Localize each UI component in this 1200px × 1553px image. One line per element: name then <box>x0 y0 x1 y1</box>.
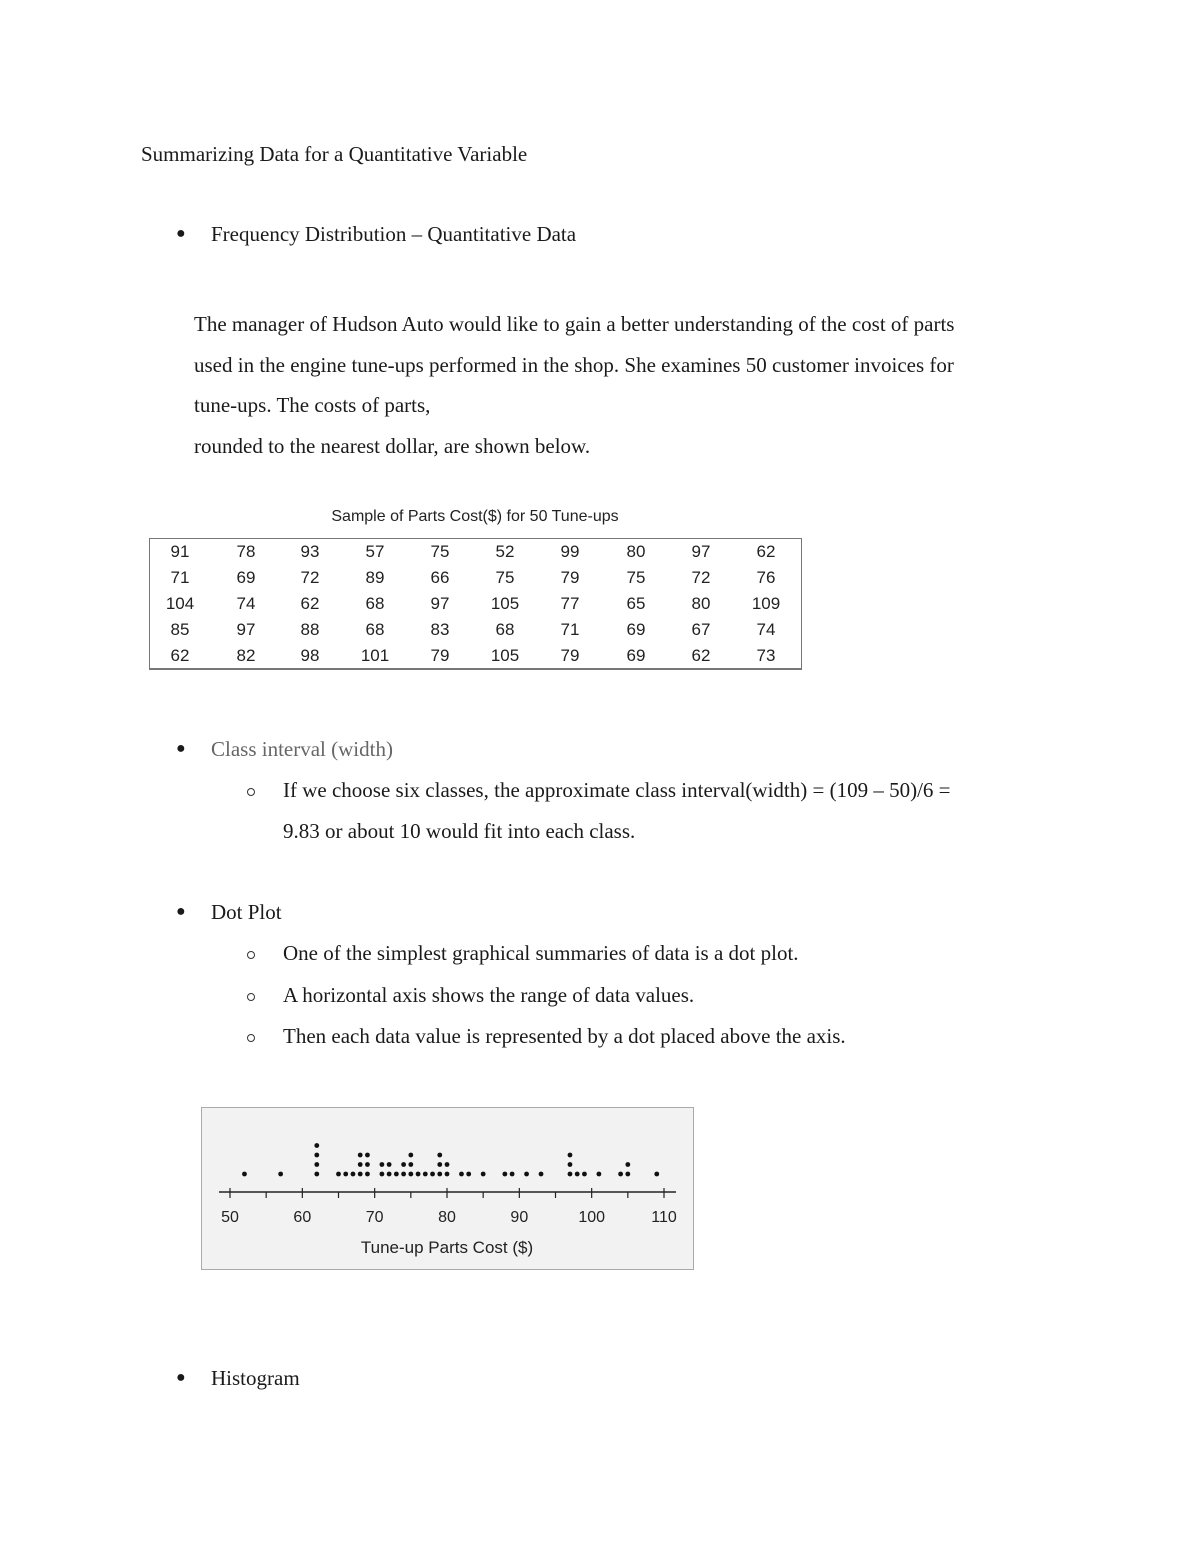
table-cell: 68 <box>365 620 385 639</box>
data-dot <box>242 1172 247 1177</box>
sub-bullet-marker <box>247 1034 255 1042</box>
table-cell: 74 <box>756 620 776 639</box>
data-dot <box>625 1172 630 1177</box>
table-cell: 93 <box>300 542 320 561</box>
data-dot <box>358 1172 363 1177</box>
data-dot <box>408 1153 413 1158</box>
data-dot <box>597 1172 602 1177</box>
data-dot <box>387 1162 392 1167</box>
bullet-histogram: Histogram <box>211 1366 300 1390</box>
table-row <box>150 643 801 669</box>
table-cell: 72 <box>300 568 320 587</box>
data-dot <box>358 1162 363 1167</box>
data-dot <box>575 1172 580 1177</box>
table-row <box>150 617 801 643</box>
table-cell: 77 <box>560 594 580 613</box>
table-cell: 62 <box>756 542 776 561</box>
table-cell: 71 <box>170 568 190 587</box>
sub-bullet-marker <box>247 788 255 796</box>
data-dot <box>423 1172 428 1177</box>
data-dot <box>314 1162 319 1167</box>
table-cell: 52 <box>495 542 515 561</box>
dot-plot-chart <box>201 1107 694 1270</box>
tick-label: 50 <box>221 1209 239 1226</box>
sub-bullet-marker <box>247 951 255 959</box>
data-dot <box>437 1162 442 1167</box>
tick-label: 60 <box>293 1209 312 1226</box>
data-dot <box>408 1172 413 1177</box>
sample-data-table <box>149 538 802 670</box>
data-dot <box>437 1172 442 1177</box>
dot-plot-point-3: Then each data value is represented by a dot placed above the axis. <box>283 1024 846 1048</box>
bullet-frequency-distribution: Frequency Distribution – Quantitative Data <box>211 222 577 246</box>
tick-label: 90 <box>510 1209 529 1226</box>
data-dot <box>365 1172 370 1177</box>
data-dot <box>524 1172 529 1177</box>
bullet-marker: ● <box>176 740 186 757</box>
data-dot <box>437 1153 442 1158</box>
class-interval-text-line1: If we choose six classes, the approximate class interval(width) = (109 – 50)/6 = <box>283 778 951 802</box>
table-cell: 105 <box>490 646 520 665</box>
table-cell: 85 <box>170 620 190 639</box>
table-cell: 76 <box>756 568 776 587</box>
tick-label: 110 <box>651 1209 677 1226</box>
data-dot <box>358 1153 363 1158</box>
sub-bullet-marker <box>247 993 255 1001</box>
data-dot <box>445 1172 450 1177</box>
data-dot <box>502 1172 507 1177</box>
x-axis-label: Tune-up Parts Cost ($) <box>360 1238 534 1257</box>
table-row <box>150 539 801 565</box>
table-cell: 79 <box>560 568 580 587</box>
data-dot <box>510 1172 515 1177</box>
table-cell: 89 <box>365 568 385 587</box>
data-dot <box>343 1172 348 1177</box>
data-dot <box>568 1172 573 1177</box>
table-row <box>150 565 801 591</box>
paragraph-line: rounded to the nearest dollar, are shown below. <box>194 433 591 458</box>
data-dot <box>445 1162 450 1167</box>
table-cell: 62 <box>170 646 190 665</box>
table-cell: 82 <box>236 646 256 665</box>
table-title: Sample of Parts Cost($) for 50 Tune-ups <box>331 508 619 525</box>
table-cell: 62 <box>300 594 320 613</box>
table-cell: 97 <box>430 594 450 613</box>
page-title: Summarizing Data for a Quantitative Variable <box>141 142 528 166</box>
dot-plot-point-1: One of the simplest graphical summaries of data is a dot plot. <box>283 941 799 965</box>
table-cell: 99 <box>560 542 580 561</box>
tick-label: 100 <box>578 1209 606 1226</box>
table-cell: 66 <box>430 568 450 587</box>
table-cell: 105 <box>490 594 520 613</box>
dot-plot-point-2: A horizontal axis shows the range of data values. <box>283 983 695 1007</box>
tick-label: 80 <box>438 1209 456 1226</box>
table-cell: 83 <box>430 620 450 639</box>
data-dot <box>278 1172 283 1177</box>
data-dot <box>539 1172 544 1177</box>
table-cell: 75 <box>626 568 646 587</box>
table-cell: 68 <box>495 620 515 639</box>
table-cell: 72 <box>691 568 711 587</box>
table-cell: 98 <box>300 646 320 665</box>
data-dot <box>430 1172 435 1177</box>
table-cell: 57 <box>365 542 385 561</box>
table-cell: 79 <box>560 646 580 665</box>
data-dot <box>654 1172 659 1177</box>
data-dot <box>314 1153 319 1158</box>
table-cell: 67 <box>691 620 711 639</box>
table-cell: 65 <box>626 594 646 613</box>
data-dot <box>365 1153 370 1158</box>
dot-plot-svg <box>202 1108 693 1269</box>
table-cell: 88 <box>300 620 320 639</box>
table-cell: 62 <box>691 646 711 665</box>
table-cell: 91 <box>170 542 190 561</box>
paragraph-line: The manager of Hudson Auto would like to gain a better understanding of the cost of parts <box>194 312 955 336</box>
table-cell: 69 <box>236 568 256 587</box>
data-dot <box>394 1172 399 1177</box>
table-cell: 73 <box>756 646 776 665</box>
bullet-marker: ● <box>176 1369 186 1386</box>
data-dot <box>401 1172 406 1177</box>
data-dot <box>568 1162 573 1167</box>
class-interval-text-line2: 9.83 or about 10 would fit into each class. <box>283 819 636 843</box>
data-dot <box>416 1172 421 1177</box>
paragraph-line: tune-ups. The costs of parts, <box>194 393 431 417</box>
data-dot <box>618 1172 623 1177</box>
table-cell: 97 <box>236 620 256 639</box>
data-dot <box>401 1162 406 1167</box>
table-cell: 68 <box>365 594 385 613</box>
paragraph-line: used in the engine tune-ups performed in the shop. She examines 50 customer invoices for <box>194 352 954 377</box>
data-dot <box>459 1172 464 1177</box>
data-dot <box>568 1153 573 1158</box>
table-cell: 109 <box>751 594 781 613</box>
data-dot <box>314 1172 319 1177</box>
table-cell: 97 <box>691 542 711 561</box>
data-dot <box>466 1172 471 1177</box>
data-dot <box>380 1162 385 1167</box>
data-dot <box>625 1162 630 1167</box>
table-cell: 80 <box>691 594 711 613</box>
bullet-class-interval: Class interval (width) <box>211 737 393 761</box>
data-dot <box>336 1172 341 1177</box>
data-dot <box>582 1172 587 1177</box>
intro-paragraph <box>194 304 1074 466</box>
data-dot <box>408 1162 413 1167</box>
table-cell: 104 <box>165 594 195 613</box>
data-dot <box>365 1162 370 1167</box>
table-cell: 78 <box>236 542 256 561</box>
table-cell: 101 <box>360 646 390 665</box>
tick-label: 70 <box>365 1209 384 1226</box>
data-dot <box>351 1172 356 1177</box>
data-dot <box>481 1172 486 1177</box>
table-cell: 75 <box>430 542 450 561</box>
table-cell: 69 <box>626 620 646 639</box>
table-cell: 74 <box>236 594 256 613</box>
table-cell: 71 <box>560 620 580 639</box>
bullet-marker: ● <box>176 225 186 242</box>
table-cell: 79 <box>430 646 450 665</box>
table-row <box>150 591 801 617</box>
table-cell: 69 <box>626 646 646 665</box>
data-dot <box>387 1172 392 1177</box>
table-cell: 75 <box>495 568 515 587</box>
data-dot <box>314 1143 319 1148</box>
table-cell: 80 <box>626 542 646 561</box>
bullet-marker: ● <box>176 903 186 920</box>
bullet-dot-plot: Dot Plot <box>211 900 282 924</box>
data-dot <box>380 1172 385 1177</box>
